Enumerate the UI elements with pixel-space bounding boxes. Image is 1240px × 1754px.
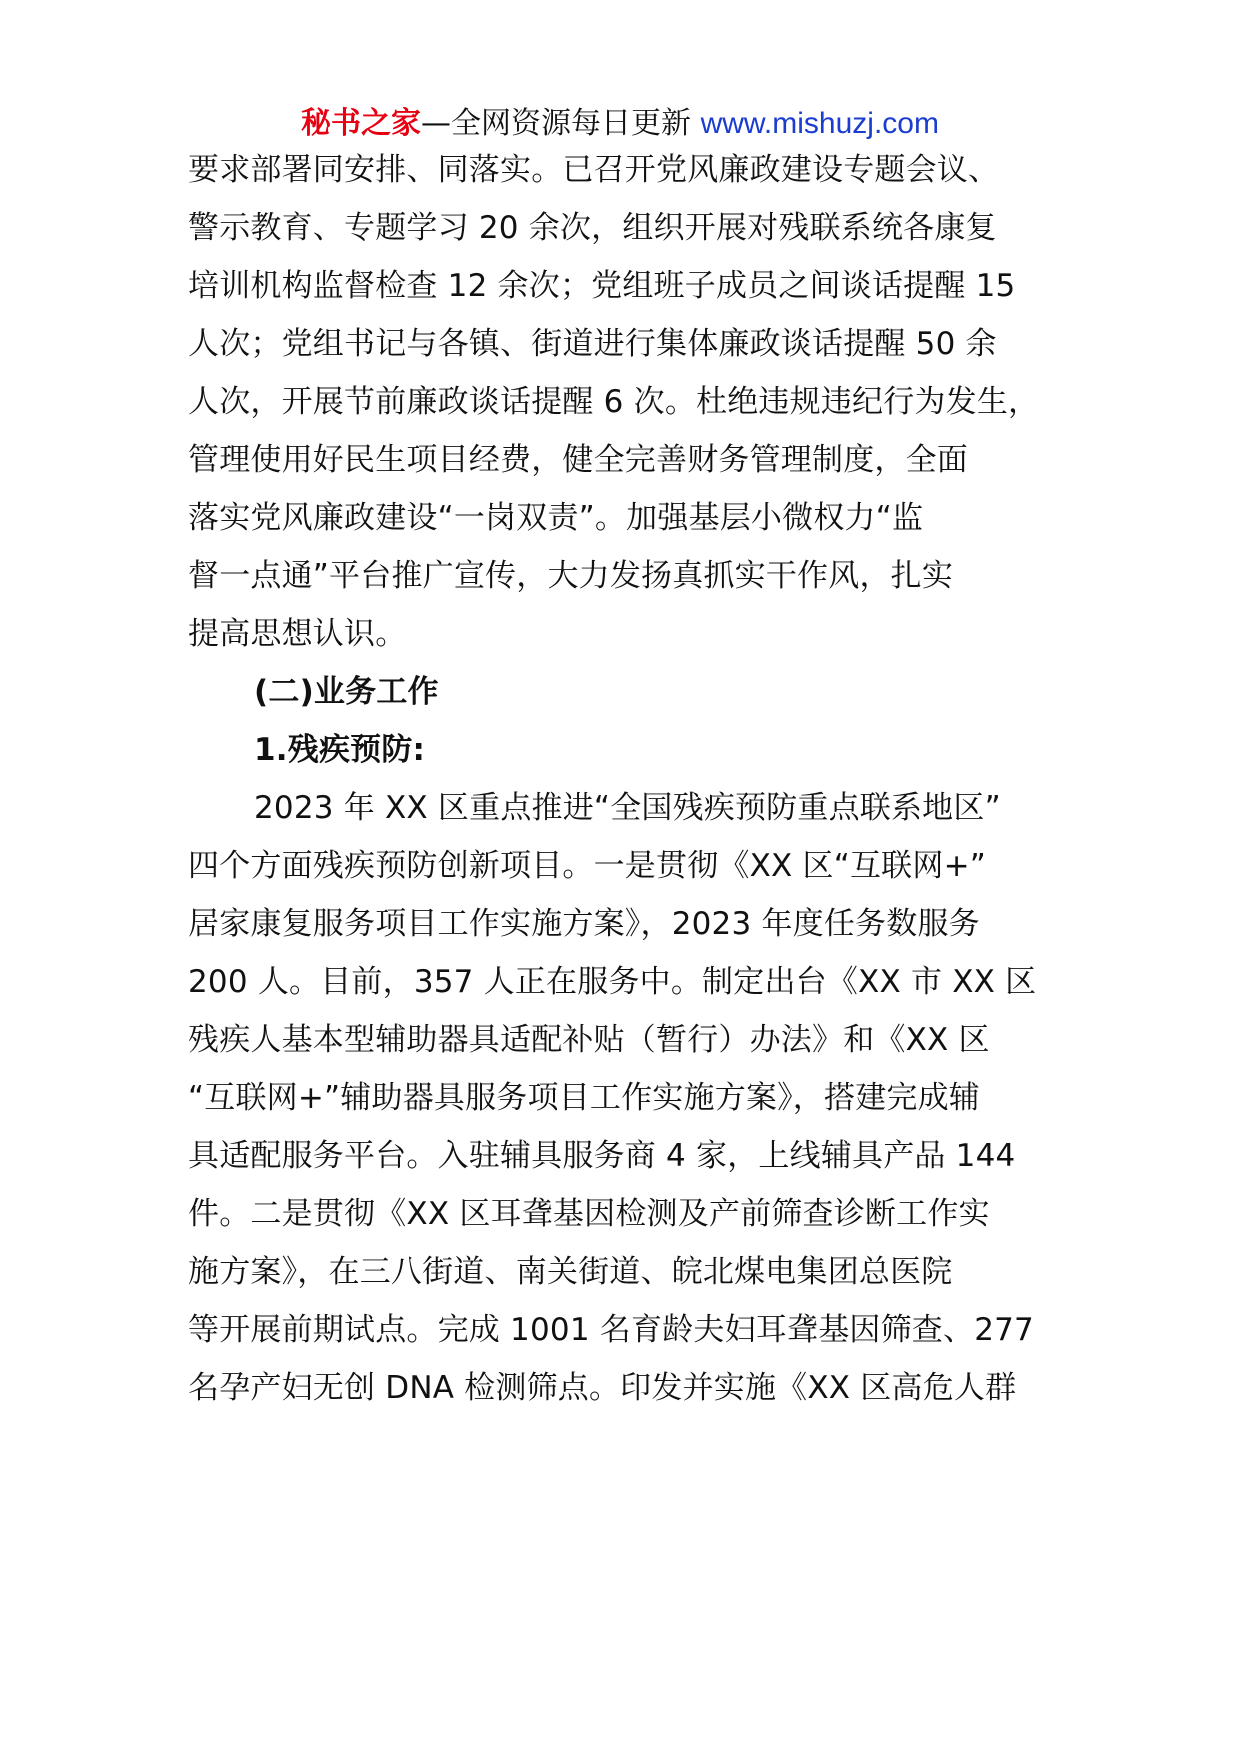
section-heading: (二)业务工作	[254, 674, 439, 710]
body-line: 提高思想认识。	[188, 616, 407, 652]
brand-name: 秘书之家	[301, 106, 422, 141]
body-line: 督一点通”平台推广宣传，大力发扬真抓实干作风，扎实	[188, 558, 954, 594]
body-line: “互联网+”辅助器具服务项目工作实施方案》，搭建完成辅	[188, 1080, 980, 1116]
body-line: 件。二是贯彻《XX 区耳聋基因检测及产前筛查诊断工作实	[188, 1196, 990, 1232]
body-line: 施方案》，在三八街道、南关街道、皖北煤电集团总医院	[188, 1254, 953, 1290]
subsection-heading: 1.残疾预防:	[254, 732, 426, 768]
body-line: 人次，开展节前廉政谈话提醒 6 次。杜绝违规违纪行为发生，	[188, 384, 1040, 420]
body-line: 人次；党组书记与各镇、街道进行集体廉政谈话提醒 50 余	[188, 326, 997, 362]
body-line: 居家康复服务项目工作实施方案》，2023 年度任务数服务	[188, 906, 980, 942]
site-header	[0, 102, 1240, 146]
body-line: 200 人。目前，357 人正在服务中。制定出台《XX 市 XX 区	[188, 964, 1037, 1000]
body-line: 警示教育、专题学习 20 余次，组织开展对残联系统各康复	[188, 210, 997, 246]
body-line: 等开展前期试点。完成 1001 名育龄夫妇耳聋基因筛查、277	[188, 1312, 1034, 1348]
site-url-link[interactable]: www.mishuzj.com	[700, 107, 939, 140]
header-tagline: —全网资源每日更新	[421, 106, 701, 141]
body-line: 管理使用好民生项目经费，健全完善财务管理制度，全面	[188, 442, 968, 478]
paragraph-first-line: 2023 年 XX 区重点推进“全国残疾预防重点联系地区”	[254, 790, 1001, 826]
body-line: 落实党风廉政建设“一岗双责”。加强基层小微权力“监	[188, 500, 924, 536]
body-line: 四个方面残疾预防创新项目。一是贯彻《XX 区“互联网+”	[188, 848, 987, 884]
body-line: 培训机构监督检查 12 余次；党组班子成员之间谈话提醒 15	[188, 268, 1016, 304]
body-line: 名孕产妇无创 DNA 检测筛点。印发并实施《XX 区高危人群	[188, 1370, 1017, 1406]
body-line: 要求部署同安排、同落实。已召开党风廉政建设专题会议、	[188, 152, 1000, 188]
body-line: 残疾人基本型辅助器具适配补贴（暂行）办法》和《XX 区	[188, 1022, 990, 1058]
body-line: 具适配服务平台。入驻辅具服务商 4 家，上线辅具产品 144	[188, 1138, 1016, 1174]
